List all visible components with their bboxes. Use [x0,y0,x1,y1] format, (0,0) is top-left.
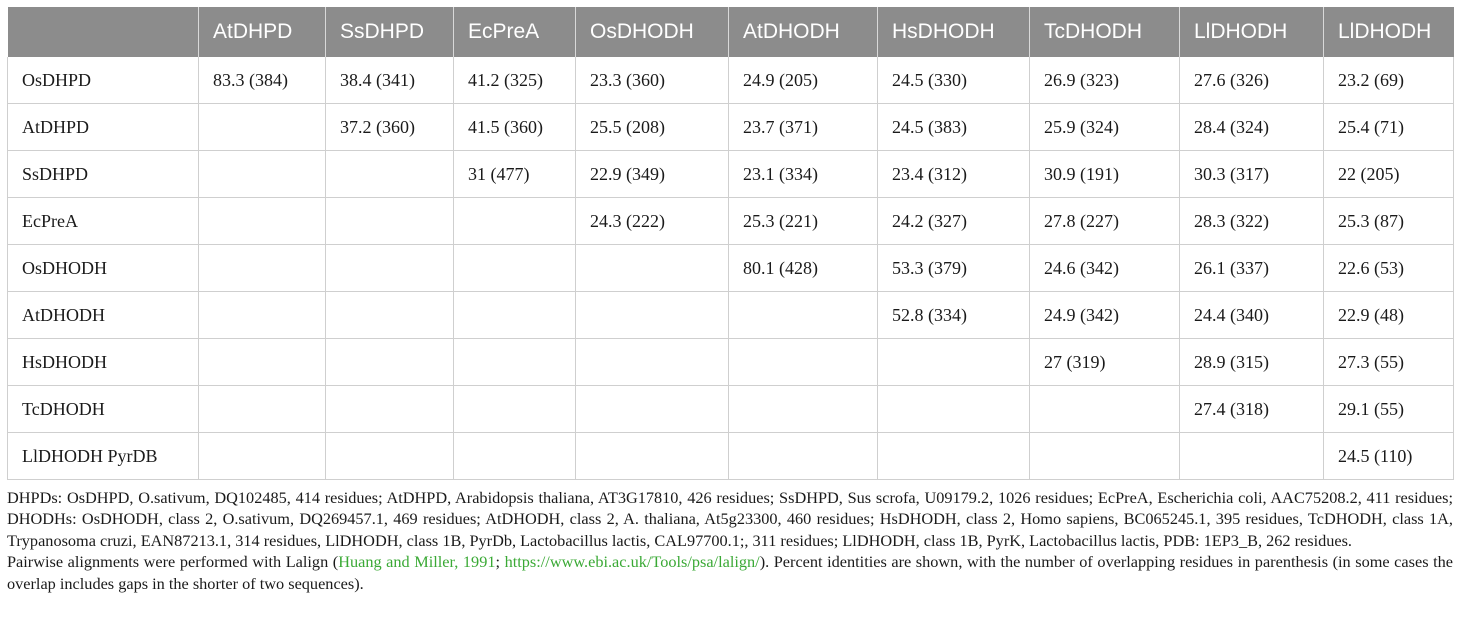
table-cell [326,245,454,292]
table-cell: 24.6 (342) [1030,245,1180,292]
table-cell: 23.2 (69) [1324,57,1454,104]
table-cell [454,386,576,433]
table-cell: 28.4 (324) [1180,104,1324,151]
table-cell [454,198,576,245]
column-header: AtDHODH [729,7,878,57]
table-cell: 23.4 (312) [878,151,1030,198]
table-cell [1030,433,1180,480]
table-cell [199,104,326,151]
lalign-url-link[interactable]: https://www.ebi.ac.uk/Tools/psa/lalign/ [504,552,760,572]
row-header-cell: AtDHODH [8,292,199,339]
column-header: AtDHPD [199,7,326,57]
table-cell [199,339,326,386]
table-cell: 30.3 (317) [1180,151,1324,198]
table-cell [878,386,1030,433]
table-body [8,57,1454,480]
column-header: EcPreA [454,7,576,57]
table-footnotes [7,487,1453,594]
table-row [8,433,1454,480]
table-cell [576,339,729,386]
footnote-method-prefix: Pairwise alignments were performed with Lalign ( [7,552,339,572]
citation-link[interactable]: Huang and Miller, 1991 [338,552,496,572]
table-cell: 41.5 (360) [454,104,576,151]
table-cell: 24.4 (340) [1180,292,1324,339]
table-row [8,57,1454,104]
table-cell [199,198,326,245]
footnote-method [7,551,1453,594]
table-cell: 24.3 (222) [576,198,729,245]
table-cell [326,386,454,433]
column-header: SsDHPD [326,7,454,57]
row-header-cell: AtDHPD [8,104,199,151]
table-cell [576,292,729,339]
table-row [8,386,1454,433]
table-cell: 27.4 (318) [1180,386,1324,433]
table-cell [326,151,454,198]
table-cell [878,339,1030,386]
table-cell: 22.9 (349) [576,151,729,198]
table-cell [729,433,878,480]
corner-header-cell [8,7,199,57]
table-cell [199,151,326,198]
table-cell: 24.9 (342) [1030,292,1180,339]
table-cell [326,198,454,245]
table-cell [199,433,326,480]
table-cell: 83.3 (384) [199,57,326,104]
row-header-cell: HsDHODH [8,339,199,386]
identity-table-container [7,7,1453,480]
table-cell [1180,433,1324,480]
table-cell: 25.5 (208) [576,104,729,151]
table-cell: 37.2 (360) [326,104,454,151]
table-cell: 26.9 (323) [1030,57,1180,104]
table-cell [576,386,729,433]
table-cell [326,292,454,339]
column-header: LlDHODH [1324,7,1454,57]
footnote-method-suffix: ). Percent identities are shown, with the number of overlapping residues in parenthesis (in some cases the overlap includes gaps in the shorter of two sequences). [7,552,1453,593]
table-cell [199,386,326,433]
table-row [8,198,1454,245]
table-cell: 24.5 (330) [878,57,1030,104]
row-header-cell: OsDHPD [8,57,199,104]
table-cell: 28.3 (322) [1180,198,1324,245]
table-cell [878,433,1030,480]
column-header: LlDHODH [1180,7,1324,57]
table-cell [326,433,454,480]
table-cell: 25.3 (221) [729,198,878,245]
table-cell: 25.9 (324) [1030,104,1180,151]
table-cell [576,433,729,480]
table-cell [199,292,326,339]
table-cell: 28.9 (315) [1180,339,1324,386]
row-header-cell: OsDHODH [8,245,199,292]
table-header-row [8,7,1454,57]
table-cell [326,339,454,386]
table-cell: 23.3 (360) [576,57,729,104]
table-cell: 27 (319) [1030,339,1180,386]
table-cell [576,245,729,292]
table-cell: 53.3 (379) [878,245,1030,292]
table-cell: 38.4 (341) [326,57,454,104]
identity-table [7,7,1454,480]
table-cell: 27.3 (55) [1324,339,1454,386]
table-cell [454,433,576,480]
table-cell: 25.3 (87) [1324,198,1454,245]
footnote-definitions: DHPDs: OsDHPD, O.sativum, DQ102485, 414 residues; AtDHPD, Arabidopsis thaliana, AT3G17810, 426 residues; SsDHPD, Sus scrofa, U09179.2, 1026 residues; EcPreA, Escherichia coli, AAC75208.2, 411 residues; DHODHs: OsDHODH, class 2, O.sativum, DQ269457.1, 469 residues; AtDHODH, class 2, A. thaliana, At5g23300, 460 residues; HsDHODH, class 2, Homo sapiens, BC065245.1, 395 residues, TcDHODH, class 1A, Trypanosoma cruzi, EAN87213.1, 314 residues, LlDHODH, class 1B, PyrDb, Lactobacillus lactis, CAL97700.1;, 311 residues; LlDHODH, class 1B, PyrK, Lactobacillus lactis, PDB: 1EP3_B, 262 residues. [7,488,1453,550]
table-cell [454,339,576,386]
table-cell [729,386,878,433]
table-row [8,151,1454,198]
table-cell [454,245,576,292]
table-cell: 80.1 (428) [729,245,878,292]
table-cell: 29.1 (55) [1324,386,1454,433]
table-cell: 23.1 (334) [729,151,878,198]
column-header: TcDHODH [1030,7,1180,57]
table-row [8,245,1454,292]
table-cell: 27.6 (326) [1180,57,1324,104]
column-header: OsDHODH [576,7,729,57]
table-cell [729,292,878,339]
table-cell: 22.6 (53) [1324,245,1454,292]
table-cell [454,292,576,339]
table-row [8,292,1454,339]
table-cell: 24.9 (205) [729,57,878,104]
table-cell: 24.5 (383) [878,104,1030,151]
table-cell: 26.1 (337) [1180,245,1324,292]
table-cell: 52.8 (334) [878,292,1030,339]
row-header-cell: LlDHODH PyrDB [8,433,199,480]
table-cell: 24.5 (110) [1324,433,1454,480]
table-cell: 31 (477) [454,151,576,198]
table-cell: 22.9 (48) [1324,292,1454,339]
row-header-cell: TcDHODH [8,386,199,433]
table-cell: 23.7 (371) [729,104,878,151]
table-cell: 22 (205) [1324,151,1454,198]
column-header: HsDHODH [878,7,1030,57]
table-cell [199,245,326,292]
table-cell: 24.2 (327) [878,198,1030,245]
table-cell [1030,386,1180,433]
table-row [8,339,1454,386]
table-cell: 30.9 (191) [1030,151,1180,198]
row-header-cell: EcPreA [8,198,199,245]
table-row [8,104,1454,151]
row-header-cell: SsDHPD [8,151,199,198]
table-cell: 41.2 (325) [454,57,576,104]
table-cell: 25.4 (71) [1324,104,1454,151]
table-cell [729,339,878,386]
footnote-separator: ; [495,552,505,572]
table-cell: 27.8 (227) [1030,198,1180,245]
